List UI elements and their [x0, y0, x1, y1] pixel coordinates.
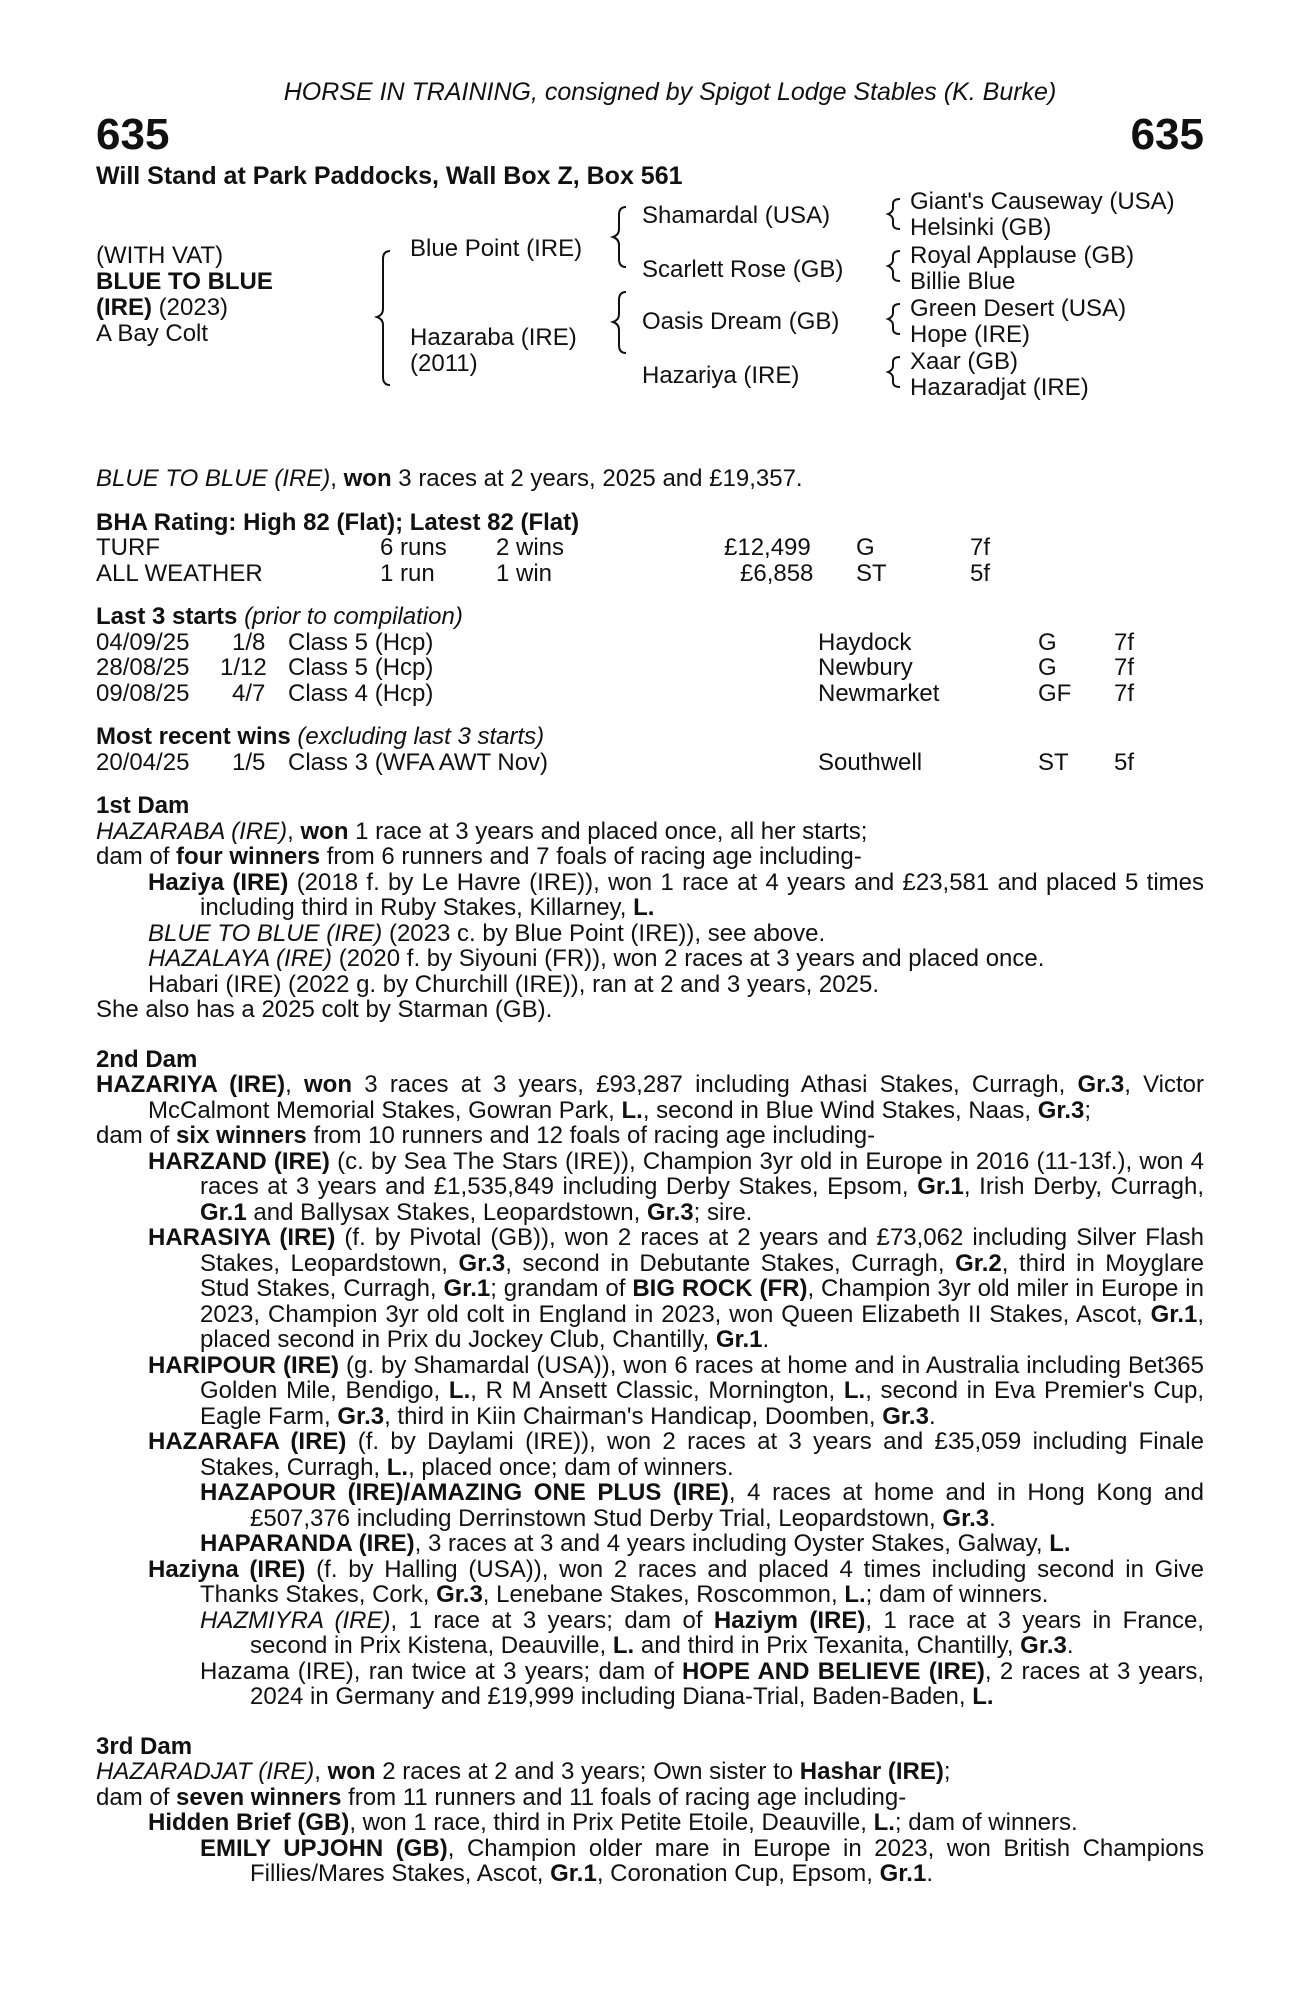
- horse-name: BLUE TO BLUE: [96, 268, 273, 295]
- first-dam: [96, 793, 1204, 1023]
- start-row: 04/09/25 1/8 Class 5 (Hcp) Haydock G 7f: [96, 628, 1135, 656]
- win-row: 20/04/25 1/5 Class 3 (WFA AWT Nov) Southwell ST 5f: [96, 748, 1135, 776]
- lot-number-left: 635: [96, 109, 170, 159]
- progeny-haripour: HARIPOUR (IRE) (g. by Shamardal (USA)), won 6 races at home and in Australia including Bet365 Golden Mile, Bendigo, L., R M Ansett Classic, Mornington, L., second in Eva Premier's Cup, Eagle Farm, Gr.3, third in Kiin Chairman's Handicap, Doomben, Gr.3.: [148, 1351, 1205, 1430]
- sire: Blue Point (IRE): [410, 235, 583, 262]
- progeny-hidden-brief: Hidden Brief (GB), won 1 race, third in Prix Petite Etoile, Deauville, L.; dam of winners.: [148, 1809, 1078, 1836]
- progeny-blue-to-blue: BLUE TO BLUE (IRE) (2023 c. by Blue Point (IRE)), see above.: [148, 919, 826, 947]
- stand-location: Will Stand at Park Paddocks, Wall Box Z, Box 561: [96, 161, 683, 190]
- dam-of-sire: Scarlett Rose (GB): [642, 256, 844, 283]
- sire-of-sire: Shamardal (USA): [642, 202, 831, 229]
- progeny-habari: Habari (IRE) (2022 g. by Churchill (IRE)), ran at 2 and 3 years, 2025.: [148, 970, 879, 998]
- dam1-line2: dam of four winners from 6 runners and 7 foals of racing age including-: [96, 843, 862, 870]
- vat-status: (WITH VAT): [96, 242, 224, 269]
- ancestor-ddd: Hazaradjat (IRE): [910, 374, 1089, 401]
- race-summary: BLUE TO BLUE (IRE), won 3 races at 2 years, 2025 and £19,357.: [96, 465, 803, 492]
- progeny-haziyna: Haziyna (IRE) (f. by Halling (USA)), won 2 races and placed 4 times including second in Give Thanks Stakes, Cork, Gr.3, Lenebane Stakes, Roscommon, L.; dam of winners.: [148, 1555, 1204, 1608]
- second-dam-title: 2nd Dam: [96, 1045, 198, 1073]
- dam1-also: She also has a 2025 colt by Starman (GB).: [96, 996, 553, 1023]
- grandprogeny-haparanda: HAPARANDA (IRE), 3 races at 3 and 4 years including Oyster Stakes, Galway, L.: [200, 1530, 1071, 1557]
- ancestor-sss: Giant's Causeway (USA): [910, 188, 1175, 215]
- third-dam-title: 3rd Dam: [96, 1732, 193, 1760]
- progeny-harasiya: HARASIYA (IRE) (f. by Pivotal (GB)), won 2 races at 2 years and £73,062 including Silver Flash Stakes, Leopardstown, Gr.3, second in Debutante Stakes, Curragh, Gr.2, third in Moyglare Stud Stakes, Curragh, Gr.1; grandam of BIG ROCK (FR), Champion 3yr old miler in Europe in 2023, Champion 3yr old colt in England in 2023, won Queen Elizabeth II Stakes, Ascot, Gr.1, placed second in Prix du Jockey Club, Chantilly, Gr.1.: [148, 1224, 1205, 1353]
- grandprogeny-hazama: Hazama (IRE), ran twice at 3 years; dam of HOPE AND BELIEVE (IRE), 2 races at 3 years, 2024 in Germany and £19,999 including Diana-Trial, Baden-Baden, L.: [200, 1657, 1204, 1710]
- ancestor-dds: Xaar (GB): [910, 348, 1019, 375]
- grandprogeny-emily-upjohn: EMILY UPJOHN (GB), Champion older mare in Europe in 2023, won British Champions Fillies/Mares Stakes, Ascot, Gr.1, Coronation Cup, Epsom, Gr.1.: [200, 1834, 1204, 1887]
- dam2-intro: HAZARIYA (IRE), won 3 races at 3 years, £93,287 including Athasi Stakes, Curragh, Gr.3, Victor McCalmont Memorial Stakes, Gowran Park, L., second in Blue Wind Stakes, Naas, Gr.3;: [96, 1071, 1205, 1124]
- pedigree: [96, 189, 1204, 444]
- lot-number-right: 635: [1130, 109, 1204, 159]
- dam-year: (2011): [410, 350, 478, 377]
- ancestor-ssd: Helsinki (GB): [910, 214, 1052, 241]
- second-dam: [96, 1047, 1204, 1710]
- first-dam-title: 1st Dam: [96, 792, 190, 819]
- consignment-header: HORSE IN TRAINING, consigned by Spigot Lodge Stables (K. Burke): [283, 78, 1057, 106]
- horse-description: A Bay Colt: [96, 320, 209, 347]
- dam3-line1: HAZARADJAT (IRE), won 2 races at 2 and 3 years; Own sister to Hashar (IRE);: [96, 1758, 951, 1785]
- ancestor-sds: Royal Applause (GB): [910, 242, 1135, 269]
- ancestor-sdd: Billie Blue: [910, 268, 1016, 295]
- lot-number-row: [96, 109, 1204, 159]
- grandprogeny-hazmiyra: HAZMIYRA (IRE), 1 race at 3 years; dam of Haziym (IRE), 1 race at 3 years in France, second in Prix Kistena, Deauville, L. and third in Prix Texanita, Chantilly, Gr.3.: [200, 1606, 1204, 1659]
- rating-row: ALL WEATHER 1 run 1 win £6,858 ST 5f: [96, 559, 991, 587]
- horse-name-suffix: (IRE) (2023): [96, 294, 229, 321]
- progeny-hazalaya: HAZALAYA (IRE) (2020 f. by Siyouni (FR)), won 2 races at 3 years and placed once.: [148, 945, 1045, 972]
- sire-of-dam: Oasis Dream (GB): [642, 308, 840, 335]
- dam-of-dam: Hazariya (IRE): [642, 362, 800, 389]
- start-row: 28/08/25 1/12 Class 5 (Hcp) Newbury G 7f: [96, 654, 1135, 681]
- last-three-starts: [96, 604, 1204, 706]
- bha-rating: [96, 510, 1204, 587]
- catalogue-page: [96, 80, 1204, 1887]
- progeny-harzand: HARZAND (IRE) (c. by Sea The Stars (IRE)), Champion 3yr old in Europe in 2016 (11-13f.), won 4 races at 3 years and £1,535,849 including Derby Stakes, Epsom, Gr.1, Irish Derby, Curragh, Gr.1 and Ballysax Stakes, Leopardstown, Gr.3; sire.: [148, 1147, 1205, 1226]
- last3-title: Last 3 starts (prior to compilation): [96, 603, 463, 630]
- ancestor-dss: Green Desert (USA): [910, 295, 1127, 322]
- third-dam: [96, 1734, 1204, 1887]
- recent-title: Most recent wins (excluding last 3 starts): [96, 723, 545, 750]
- dam3-line2: dam of seven winners from 11 runners and 11 foals of racing age including-: [96, 1783, 907, 1811]
- dam1-line1: HAZARABA (IRE), won 1 race at 3 years and placed once, all her starts;: [96, 817, 868, 845]
- rating-row: TURF 6 runs 2 wins £12,499 G 7f: [96, 534, 991, 561]
- rating-title: BHA Rating: High 82 (Flat); Latest 82 (Flat): [96, 508, 580, 536]
- progeny-hazarafa: HAZARAFA (IRE) (f. by Daylami (IRE)), won 2 races at 3 years and £35,059 including Finale Stakes, Curragh, L., placed once; dam of winners.: [148, 1428, 1204, 1481]
- start-row: 09/08/25 4/7 Class 4 (Hcp) Newmarket GF 7f: [96, 679, 1135, 707]
- grandprogeny-hazapour: HAZAPOUR (IRE)/AMAZING ONE PLUS (IRE), 4 races at home and in Hong Kong and £507,376 including Derrinstown Stud Derby Trial, Leopardstown, Gr.3.: [200, 1479, 1204, 1532]
- dam: Hazaraba (IRE): [410, 324, 577, 351]
- most-recent-wins: [96, 724, 1204, 775]
- progeny-haziya: Haziya (IRE) (2018 f. by Le Havre (IRE)), won 1 race at 4 years and £23,581 and placed 5 times including third in Ruby Stakes, Killarney, L.: [148, 868, 1204, 921]
- dam2-line: dam of six winners from 10 runners and 12 foals of racing age including-: [96, 1122, 876, 1149]
- ancestor-dsd: Hope (IRE): [910, 321, 1031, 348]
